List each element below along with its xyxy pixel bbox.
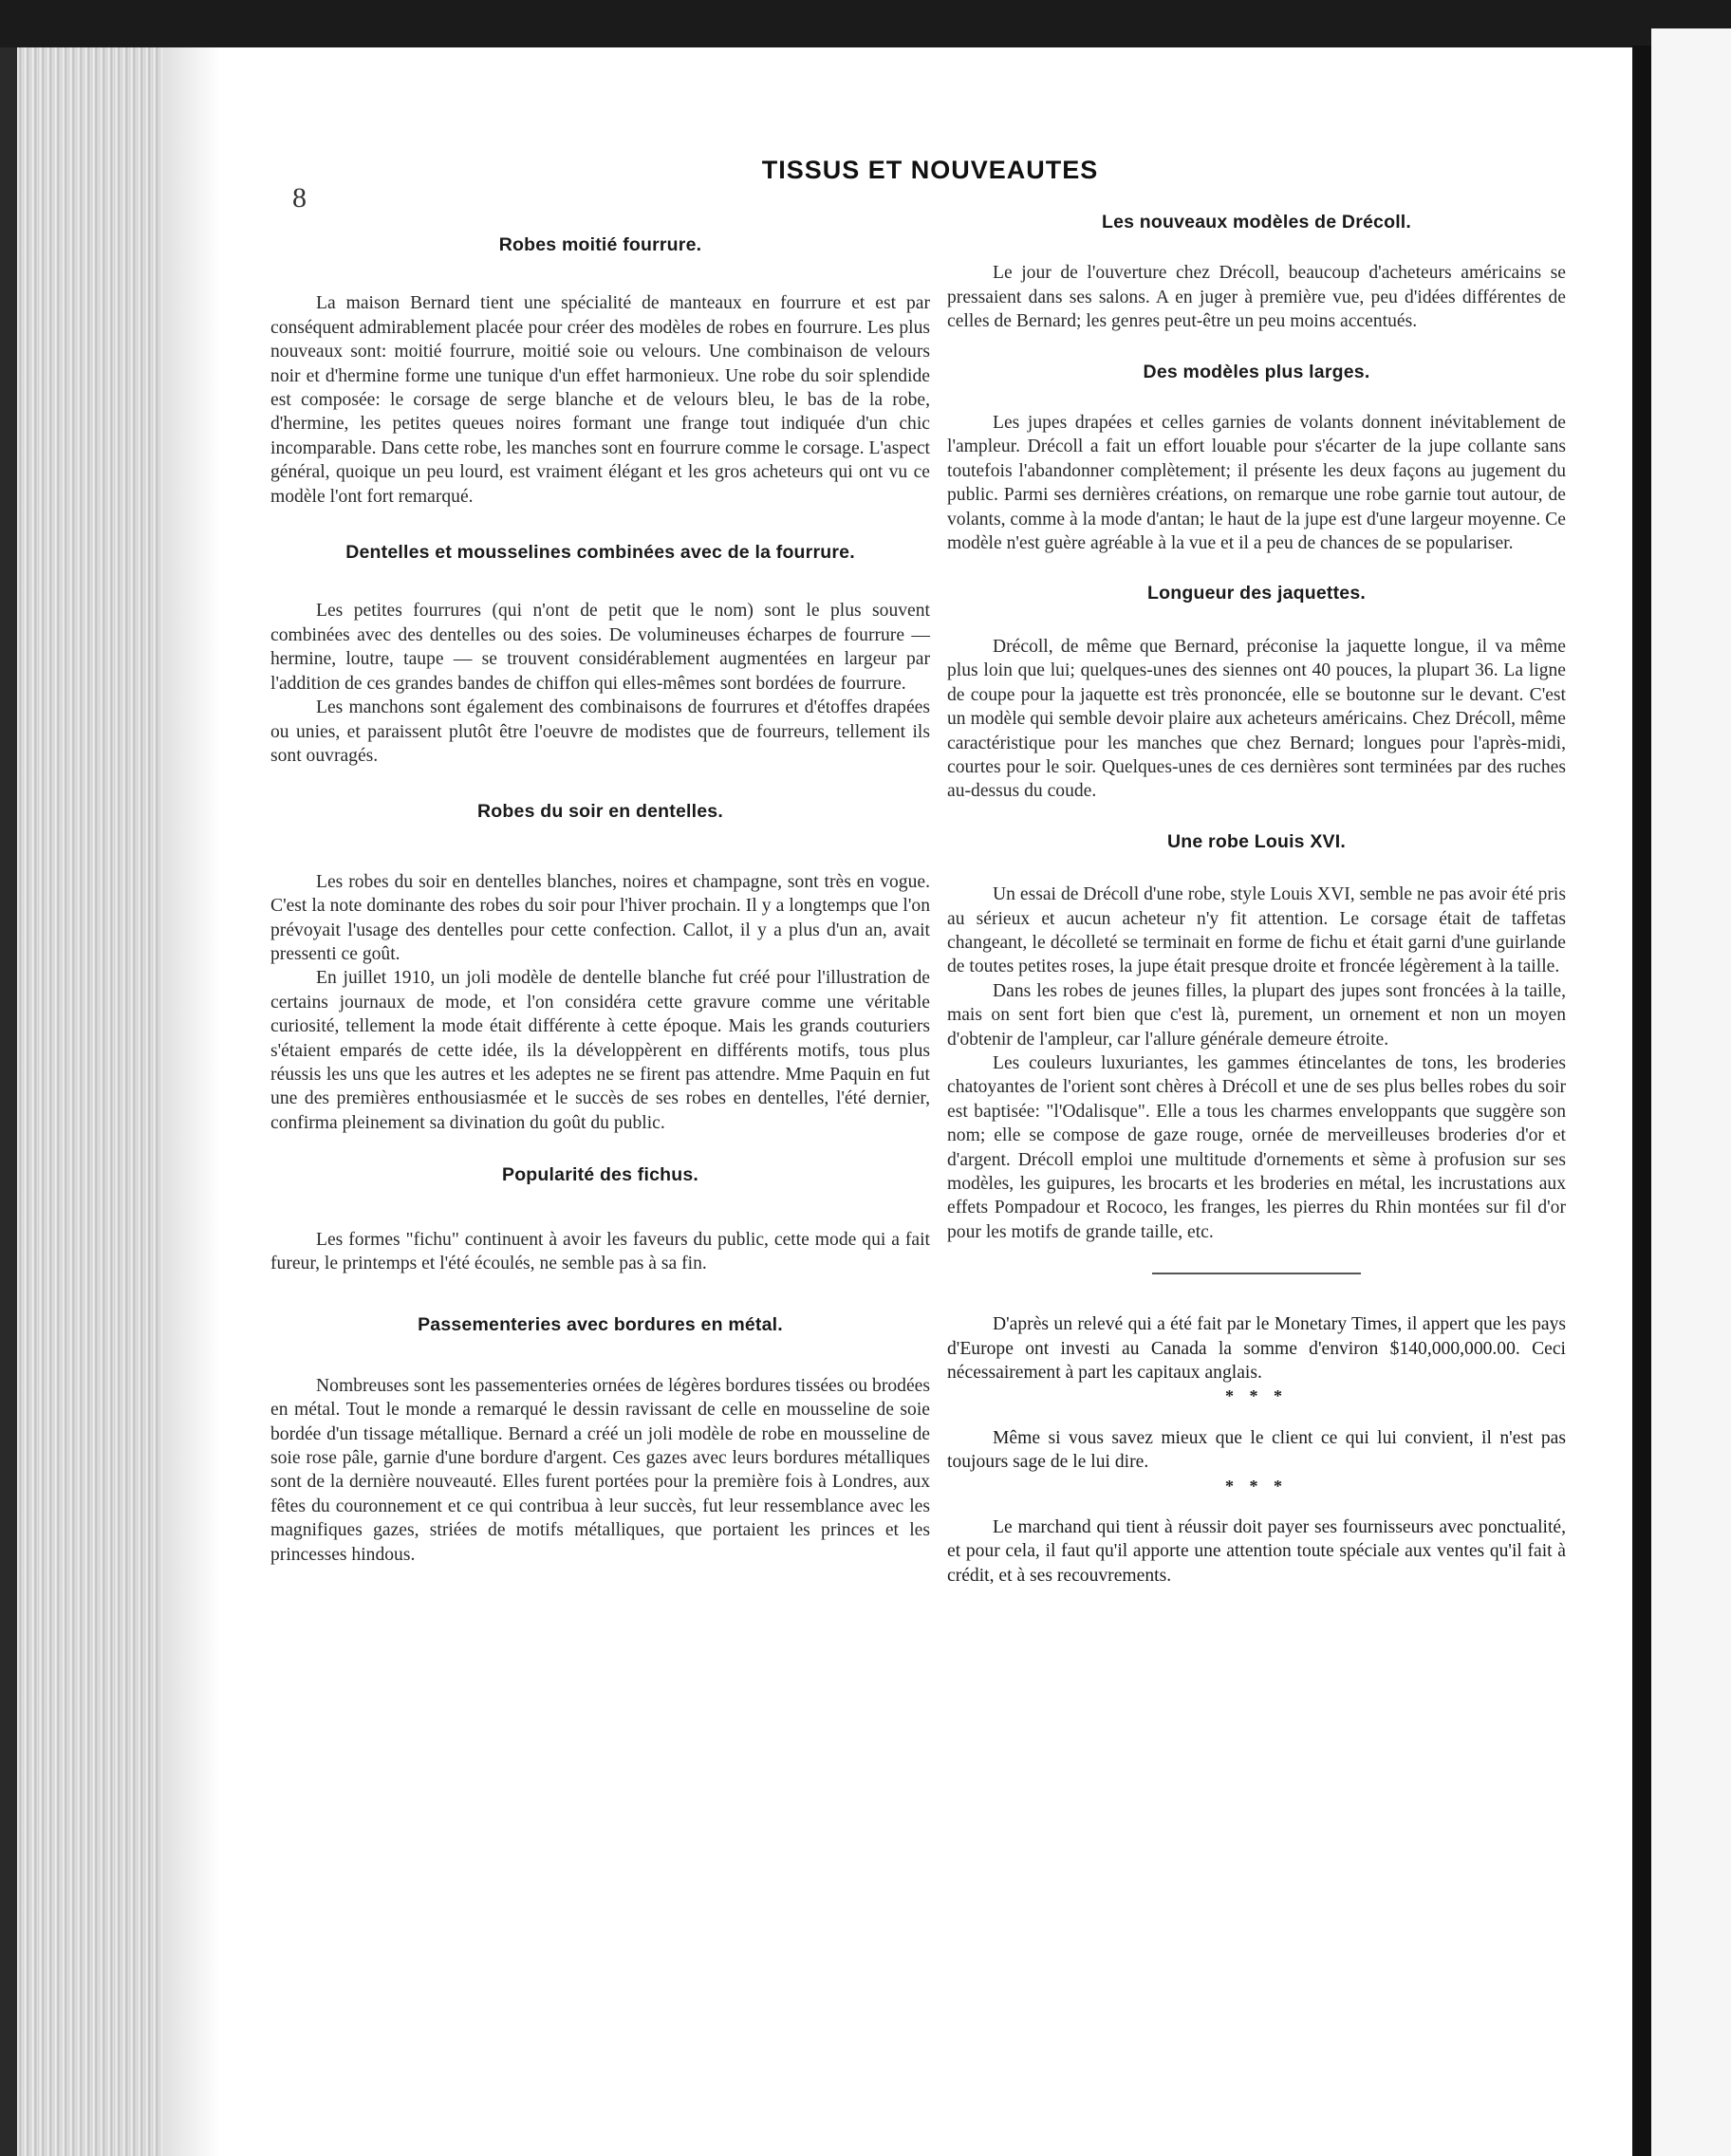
section-title: Longueur des jaquettes. [1147, 583, 1366, 604]
note-paragraph: D'après un relevé qui a été fait par le Monetary Times, il appert que les pays d'Europe ont investi au Canada la somme d'environ $140,000,000.00. Ceci nécessairement à part les capitaux anglais. [947, 1314, 1566, 1384]
book-spine-shadow [0, 47, 17, 2156]
paragraph: Les formes "fichu" continuent à avoir les faveurs du public, cette mode qui a fait fureur, le printemps et l'été écoulés, ne semble pas à sa fin. [270, 1229, 930, 1273]
paragraph: Nombreuses sont les passementeries ornées de légères bordures tissées ou brodées en métal. Tout le monde a remarqué le dessin ravissant de celle en mousseline de soie bordée d'un tissage métallique. Bernard a créé un joli modèle de robe en mousseline de soie rose pâle, garnie d'une bordure d'argent. Ces gazes avec leurs bordures métalliques sont de la dernière nouveauté. Elles furent portées pour la première fois à Londres, aux fêtes du couronnement et ce qui contribua à leur succès, fut leur ressemblance avec les magnifiques gazes, striées de motifs métalliques, que portaient les princes et les princesses hindous. [270, 1375, 930, 1565]
asterism: * * * [1225, 1476, 1288, 1496]
section-title: Les nouveaux modèles de Drécoll. [1101, 212, 1412, 232]
left-column [270, 211, 930, 1567]
paragraph: En juillet 1910, un joli modèle de dentelle blanche fut créé pour l'illustration de certains journaux de mode, et l'on considéra cette gravure comme une véritable curiosité, tellement la mode était différente à cette époque. Mais les grands couturiers s'étaient emparés de cette idée, ils la développèrent en différents motifs, tous plus réussis les uns que les autres et les adeptes ne se firent pas attendre. Mme Paquin en fut une des premières enthousiasmée et le succès de ses robes en dentelles, l'été dernier, confirma pleinement sa divination du goût du public. [270, 968, 930, 1133]
paragraph: Les jupes drapées et celles garnies de volants donnent inévitablement de l'ampleur. Drécoll a fait un effort louable pour s'écarter de la jupe collante sans toutefois l'abandonner complètement; il présente les deux façons au jugement du public. Parmi ses dernières créations, on remarque une robe garnie tout autour, de volants, comme à la mode d'antan; le haut de la jupe est d'une largeur moyenne. Ce modèle n'est guère agréable à la vue et il a peu de chances de se populariser. [947, 413, 1566, 554]
paragraph: Dans les robes de jeunes filles, la plupart des jupes sont froncées à la taille, mais on sent fort bien que c'est là, purement, un ornement et non un moyen d'obtenir de l'ampleur, car l'allure générale demeure étroite. [947, 980, 1566, 1050]
section-title: Robes moitié fourrure. [498, 234, 702, 255]
note-paragraph: Le marchand qui tient à réussir doit payer ses fournisseurs avec ponctualité, et pour cela, il faut qu'il apporte une attention toute spéciale aux ventes qu'il fait à crédit, et à ses recouvrements. [947, 1517, 1566, 1586]
section-title: Popularité des fichus. [501, 1164, 699, 1186]
running-title: TISSUS ET NOUVEAUTES [761, 156, 1099, 184]
section-title: Robes du soir en dentelles. [477, 801, 723, 823]
paragraph: La maison Bernard tient une spécialité de manteaux en fourrure et est par conséquent admirablement placée pour créer des modèles de robes en fourrure. Les plus nouveaux sont: moitié fourrure, moitié soie ou velours. Une combinaison de velours noir et d'hermine forme une tunique d'un effet harmonieux. Une robe du soir splendide est composée: le corsage de serge blanche et de velours bleu, le bas de la robe, d'hermine, les petites queues noires formant une frange tout indiquée d'un chic incomparable. Dans cette robe, les manches sont en fourrure comme le corsage. L'aspect général, quoique un peu lourd, est vraiment élégant et les gros acheteurs qui ont vu ce modèle l'ont fort remarqué. [270, 293, 930, 507]
paragraph: Un essai de Drécoll d'une robe, style Louis XVI, semble ne pas avoir été pris au sérieux et aucun acheteur n'y fit attention. Le corsage était de taffetas changeant, le décolleté se terminait en forme de fichu et était garni d'une guirlande de toutes petites roses, la jupe était presque droite et froncée légèrement à la taille. [947, 884, 1566, 977]
note-paragraph: Même si vous savez mieux que le client ce qui lui convient, il n'est pas toujours sage de le lui dire. [947, 1427, 1566, 1473]
notes-block [947, 1312, 1566, 1588]
paragraph: Les couleurs luxuriantes, les gammes étincelantes de tons, les broderies chatoyantes de l'orient sont chères à Drécoll et une de ses plus belles robes du soir est baptisée: "l'Odalisque". Elle a tous les charmes enveloppants que suggère son nom; elle se compose de gaze rouge, ornée de merveilleuses broderies d'or et d'argent. Drécoll emploi une multitude d'ornements et sème à profusion sur ses modèles, les guipures, les brocarts et les broderies en métal, les incrustations aux effets Pompadour et Rococo, les franges, les pierres du Rhin montées sur fil d'or pour les motifs de grande taille, etc. [947, 1052, 1566, 1242]
section-title: Passementeries avec bordures en métal. [418, 1314, 783, 1336]
paragraph: Drécoll, de même que Bernard, préconise la jaquette longue, il va même plus loin que lui; quelques-unes des siennes ont 40 pouces, la plupart 36. La ligne de coupe pour la jaquette est très prononcée, elle se boutonne sur le devant. C'est un modèle qui semble devoir plaire aux acheteurs américains. Chez Drécoll, même caractéristique pour les manches que chez Bernard; longues pour l'après-midi, courtes pour le soir. Quelques-unes de ces dernières sont terminées par des ruches au-dessus du coude. [947, 636, 1566, 802]
paragraph: Les petites fourrures (qui n'ont de petit que le nom) sont le plus souvent combinées avec des dentelles ou des soies. De volumineuses écharpes de fourrure — hermine, loutre, taupe — se trouvent considérablement augmentées en largeur par l'addition de ces grandes bandes de chiffon qui elles-mêmes sont bordées de fourrure. [270, 601, 930, 694]
next-page-edge [1651, 28, 1731, 2156]
gutter-shadow [163, 47, 220, 2156]
page-gap [1632, 46, 1651, 2156]
paragraph: Le jour de l'ouverture chez Drécoll, beaucoup d'acheteurs américains se pressaient dans ses salons. A en juger à première vue, peu d'idées différentes de celles de Bernard; les genres peut-être un peu moins accentués. [947, 263, 1566, 332]
section-title: Dentelles et mousselines combinées avec de la fourrure. [345, 542, 855, 564]
right-column [947, 211, 1566, 1588]
page-number: 8 [292, 182, 307, 214]
paragraph: Les manchons sont également des combinaisons de fourrures et d'étoffes drapées ou unies, et paraissent plutôt être l'oeuvre de modistes que de fourreurs, tellement ils sont ouvragés. [270, 697, 930, 766]
asterism: * * * [1225, 1386, 1288, 1406]
paragraph: Les robes du soir en dentelles blanches, noires et champagne, sont très en vogue. C'est la note dominante des robes du soir pour l'hiver prochain. Il y a longtemps que l'on prévoyait l'usage des dentelles pour cette confection. Callot, il y a plus d'un an, avait pressenti ce goût. [270, 871, 930, 964]
section-title: Une robe Louis XVI. [1167, 830, 1346, 852]
section-title: Des modèles plus larges. [1143, 361, 1370, 382]
